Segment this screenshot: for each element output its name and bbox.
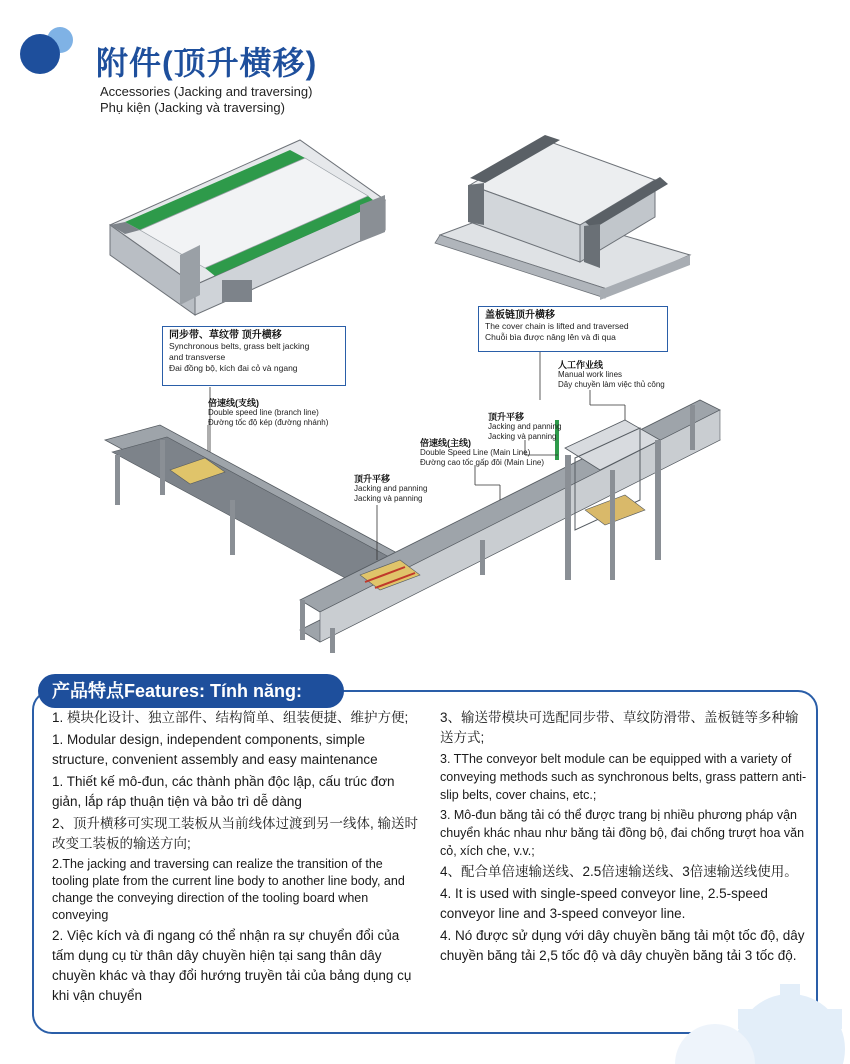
caption-vi: Đai đồng bộ, kích đai cỏ và ngang — [169, 363, 298, 373]
caption-zh: 倍速线(支线) — [208, 398, 259, 408]
subtitle-en: Accessories (Jacking and traversing) — [100, 84, 313, 99]
page-title: 附件(顶升横移) — [96, 45, 318, 81]
feature-item: 4. It is used with single-speed conveyor line, 2.5-speed conveyor line and 3-speed conveyor line. — [440, 886, 768, 921]
feature-item: 4、配合单倍速输送线、2.5倍速输送线、3倍速输送线使用。 — [440, 864, 798, 879]
caption-manual-line — [558, 360, 665, 390]
caption-en: Synchronous belts, grass belt jacking — [169, 341, 310, 351]
caption-zh: 顶升平移 — [488, 412, 525, 422]
feature-item: 2、顶升横移可实现工装板从当前线体过渡到另一线体, 输送时改变工装板的输送方向; — [52, 816, 419, 851]
caption-vi: Chuỗi bìa được nâng lên và đi qua — [485, 332, 616, 342]
caption-vi: Đường cao tốc gấp đôi (Main Line) — [420, 458, 544, 467]
feature-item: 2.The jacking and traversing can realize the transition of the tooling plate from the current line body to another line body, and change the conveying direction of the tooling board when conveying — [52, 857, 405, 922]
caption-zh: 倍速线(主线) — [420, 438, 471, 448]
caption-zh: 同步带、草纹带 顶升横移 — [169, 330, 282, 341]
conveyor-illustration — [0, 118, 850, 658]
cover-chain-drawing — [435, 135, 690, 300]
caption-vi: Đường tốc độ kép (đường nhánh) — [208, 418, 329, 427]
caption-en: and transverse — [169, 352, 226, 362]
feature-item: 1. Thiết kế mô-đun, các thành phần độc lập, cấu trúc đơn giản, lắp ráp thuận tiện và bảo trì dễ dàng — [52, 774, 395, 809]
caption-branch-line — [208, 398, 328, 428]
caption-en: Double Speed Line (Main Line) — [420, 448, 531, 457]
caption-jacking-center — [354, 474, 427, 504]
feature-item: 1. Modular design, independent components, simple structure, convenient assembly and easy maintenance — [52, 732, 378, 767]
caption-main-line — [420, 438, 544, 468]
belt-module-drawing — [110, 140, 385, 315]
gear-decoration — [620, 954, 850, 1064]
logo-circles — [18, 24, 82, 76]
caption-en: Jacking and panning — [488, 422, 562, 431]
caption-vi: Jacking và panning — [354, 494, 423, 503]
caption-synchronous-belts — [162, 326, 346, 386]
caption-cover-chain — [478, 306, 668, 352]
caption-jacking-right — [488, 412, 561, 442]
caption-en: Jacking and panning — [354, 484, 428, 493]
feature-item: 4. Nó được sử dụng với dây chuyền băng tải một tốc độ, dây chuyền băng tải 2,5 tốc độ và dây chuyền băng tải 3 tốc độ. — [440, 928, 805, 963]
subtitle-vi: Phụ kiện (Jacking và traversing) — [100, 100, 285, 115]
feature-item: 3、输送带模块可选配同步带、草纹防滑带、盖板链等多种输送方式; — [440, 710, 799, 745]
caption-en: Double speed line (branch line) — [208, 408, 319, 417]
features-right-column — [440, 708, 810, 966]
feature-item: 2. Việc kích và đi ngang có thể nhận ra sự chuyển đổi của tấm dụng cụ từ thân dây chuyền hiện tại sang thân dây chuyền khác và thay đổi hướng truyền tải của bảng dụng cụ khi vận chuyển — [52, 928, 412, 1003]
caption-zh: 顶升平移 — [354, 474, 391, 484]
caption-zh: 人工作业线 — [558, 360, 604, 370]
caption-vi: Dây chuyền làm việc thủ công — [558, 380, 665, 389]
caption-zh: 盖板链顶升横移 — [485, 310, 555, 321]
features-badge: 产品特点Features: Tính năng: — [38, 674, 344, 708]
caption-vi: Jacking và panning — [488, 432, 557, 441]
feature-item: 3. TThe conveyor belt module can be equipped with a variety of conveying methods such as synchronous belts, grass pattern anti-slip belts, cover chains, etc.; — [440, 752, 807, 802]
features-left-column — [52, 708, 422, 1006]
caption-en: The cover chain is lifted and traversed — [485, 321, 629, 331]
caption-en: Manual work lines — [558, 370, 623, 379]
conveyor-layout-drawing — [105, 390, 720, 653]
feature-item: 3. Mô-đun băng tải có thể được trang bị nhiều phương pháp vận chuyển khác nhau như băng tải đồng bộ, đai chống trượt hoa văn cỏ, xích che, v.v.; — [440, 808, 805, 858]
feature-item: 1. 模块化设计、独立部件、结构简单、组装便捷、维护方便; — [52, 710, 409, 725]
